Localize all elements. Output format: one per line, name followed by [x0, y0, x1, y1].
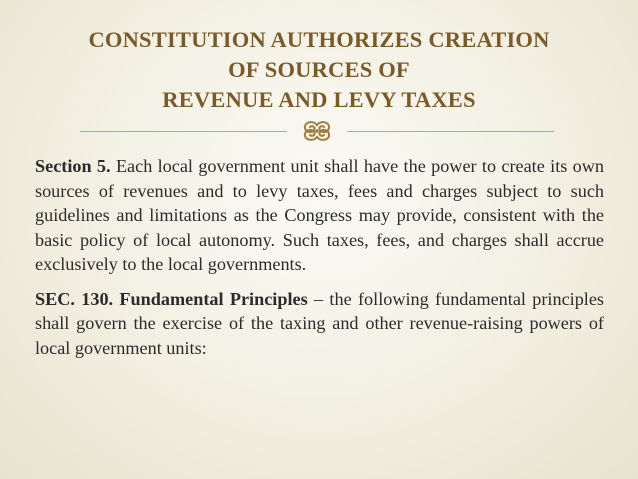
- section-5-paragraph: [35, 154, 604, 277]
- ornament-icon: [301, 121, 333, 141]
- slide-body: [35, 154, 604, 360]
- title-line-1: CONSTITUTION AUTHORIZES CREATION: [88, 27, 550, 52]
- section-5-text: Each local government unit shall have the power to create its own sources of revenues and to levy taxes, fees and charges subject to such guidelines and limitations as the Congress may provide, consistent with the basic policy of local autonomy. Such taxes, fees, and charges shall accrue exclusively to the local governments.: [35, 156, 605, 274]
- divider-line-right: [347, 131, 554, 132]
- sec-130-paragraph: [35, 287, 604, 361]
- sec-130-label: SEC. 130. Fundamental Principles: [35, 288, 308, 309]
- section-5-label: Section 5.: [35, 156, 111, 176]
- slide-title: [0, 25, 638, 115]
- title-divider: [80, 121, 554, 141]
- title-line-3: REVENUE AND LEVY TAXES: [162, 87, 476, 112]
- sec-130-text: – the following fundamental principles shall govern the exercise of the taxing and other revenue-raising powers of local government units:: [35, 288, 605, 358]
- divider-line-left: [80, 131, 287, 132]
- title-line-2: OF SOURCES OF: [228, 57, 410, 82]
